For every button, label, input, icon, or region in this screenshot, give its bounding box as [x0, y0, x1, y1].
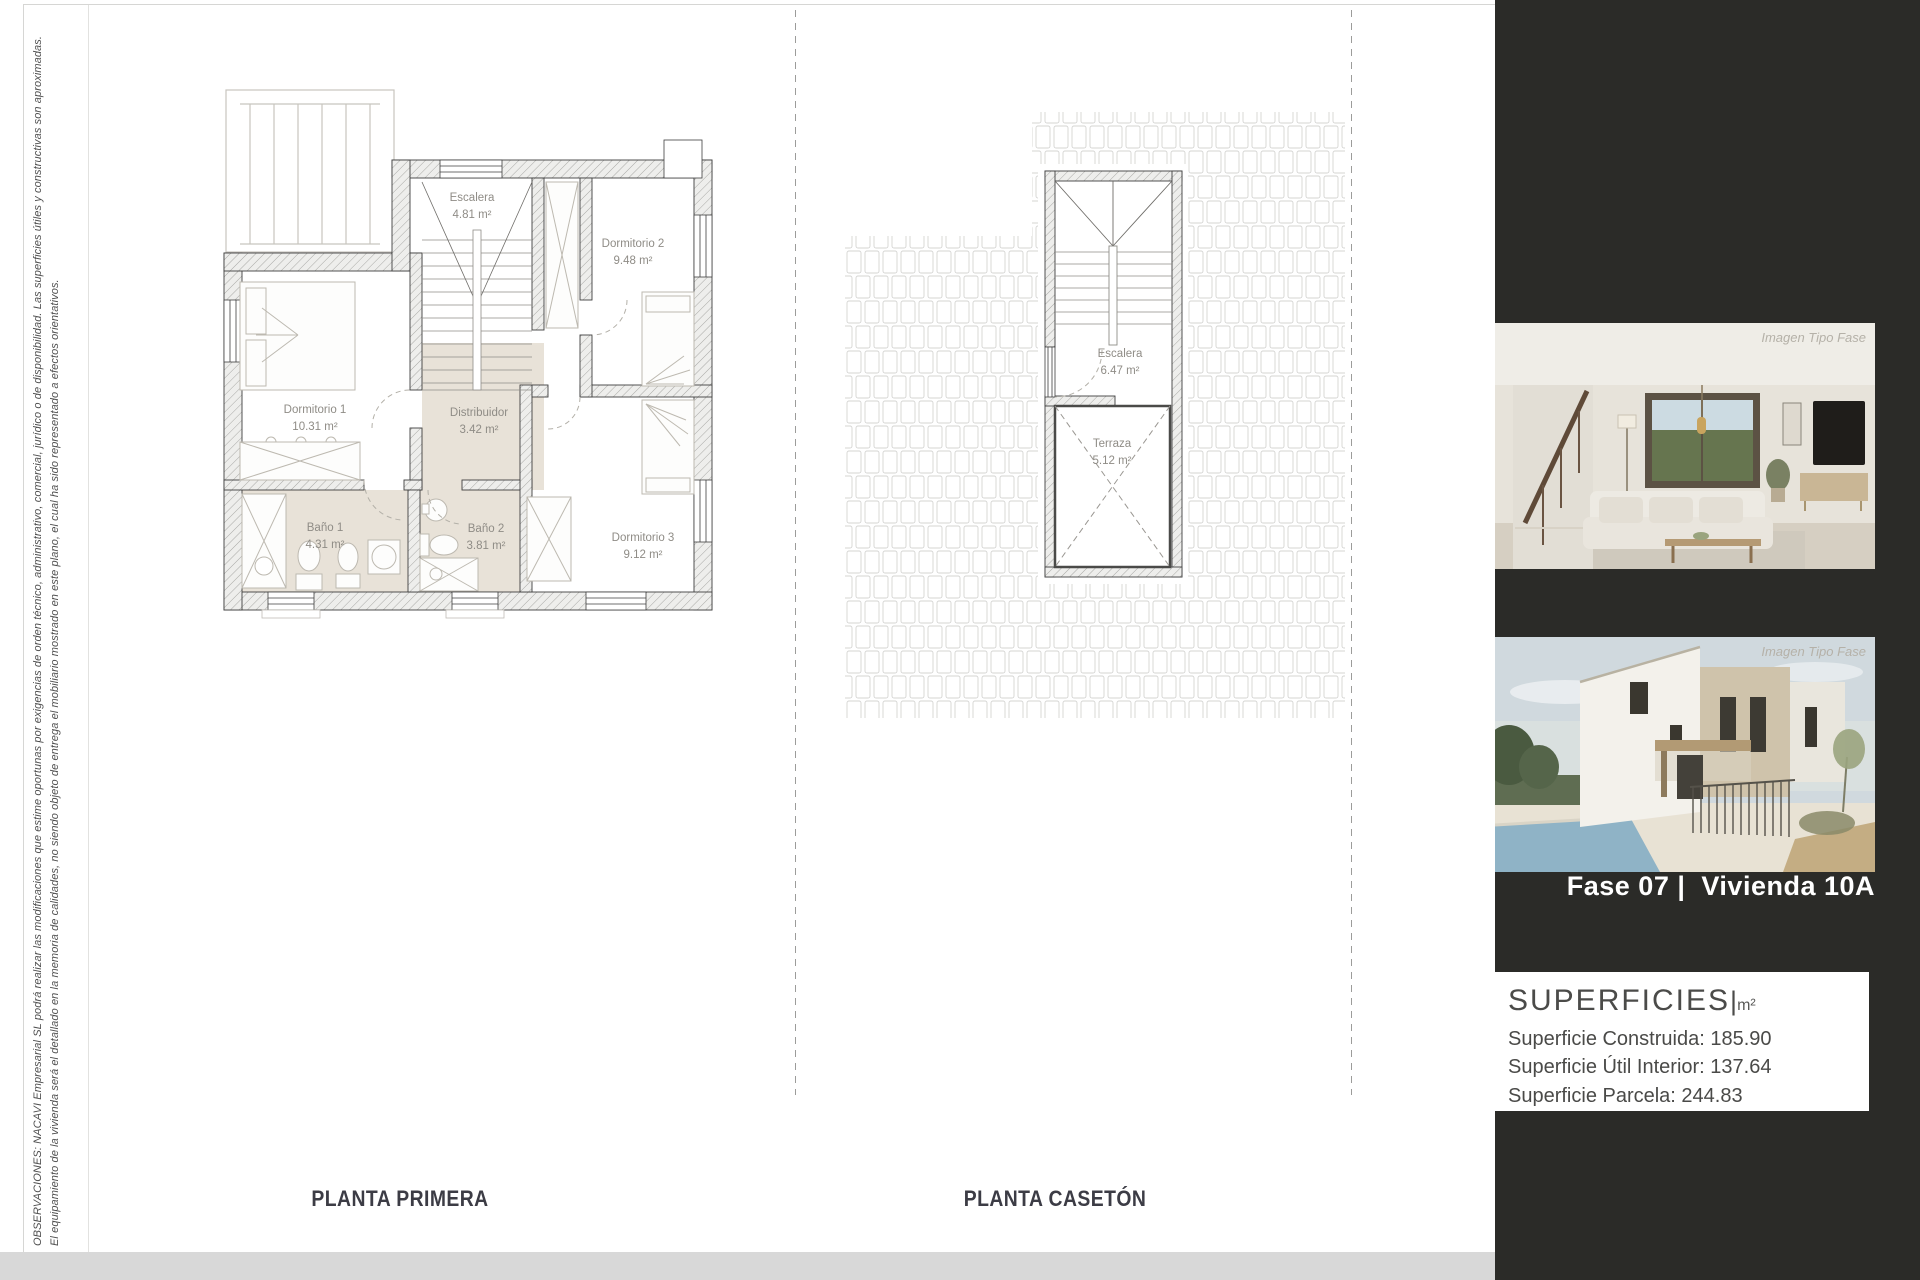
- caseton-window: [1045, 347, 1055, 397]
- title-planta-primera: PLANTA PRIMERA: [311, 1186, 489, 1211]
- title-planta-caseton: PLANTA CASETÓN: [963, 1186, 1147, 1211]
- superficie-parcela: Superficie Parcela: 244.83: [1508, 1084, 1743, 1107]
- room-label-escalera-caseton: Escalera 6.47 m²: [1097, 348, 1143, 377]
- photo2-watermark: Imagen Tipo Fase: [1761, 644, 1866, 659]
- footer-strip: [0, 1252, 1495, 1280]
- room-label-dormitorio2: Dormitorio 2 9.48 m²: [601, 238, 665, 267]
- superficies-rows: [1508, 1025, 1869, 1110]
- room-label-dormitorio3: Dormitorio 3 9.12 m²: [611, 532, 675, 561]
- right-panel: [1495, 0, 1920, 1280]
- room-label-terraza: Terraza 5.12 m²: [1092, 438, 1132, 467]
- planta-caseton-drawing: [840, 90, 1400, 750]
- room-label-escalera-p1: Escalera 4.81 m²: [449, 192, 495, 221]
- photo1-watermark: Imagen Tipo Fase: [1761, 330, 1866, 345]
- room-label-bano1: Baño 1 4.31 m²: [305, 522, 345, 551]
- interior-render: [1495, 323, 1875, 569]
- exterior-render: [1495, 637, 1875, 872]
- room-label-distribuidor: Distribuidor 3.42 m²: [449, 407, 509, 436]
- room-label-bano2: Baño 2 3.81 m²: [466, 523, 506, 552]
- photo-interior: [1495, 323, 1875, 569]
- superficies-box: [1492, 972, 1869, 1111]
- terraza: [1055, 406, 1170, 567]
- disclaimer-line-1: OBSERVACIONES: NACAVI Empresarial SL podrá realizar las modificaciones que estime oportunas por exigencias de orden técnico, administrativo, comercial, jurídico o de disponibilidad. Las superficies útiles y constructivas son aproximadas.: [32, 35, 44, 1246]
- superficies-title: SUPERFICIES|m²: [1508, 984, 1756, 1017]
- superficie-construida: Superficie Construida: 185.90: [1508, 1028, 1772, 1050]
- superficie-util-interior: Superficie Útil Interior: 137.64: [1508, 1056, 1772, 1079]
- pergola-outline: [226, 90, 394, 252]
- disclaimer-line-2: El equipamiento de la vivienda será el detallado en la memoria de calidades, no siendo objeto de entrega el mobiliario mostrado en este plano, el cual ha sido representado a efectos orientativos.: [49, 279, 62, 1246]
- unit-label: Fase 07 | Vivienda 10A: [1566, 871, 1875, 901]
- superficies-unit: m²: [1737, 997, 1756, 1014]
- room-label-dormitorio1: Dormitorio 1 10.31 m²: [283, 404, 347, 433]
- pipe-separator: |: [1730, 986, 1738, 1016]
- photo-exterior: [1495, 637, 1875, 872]
